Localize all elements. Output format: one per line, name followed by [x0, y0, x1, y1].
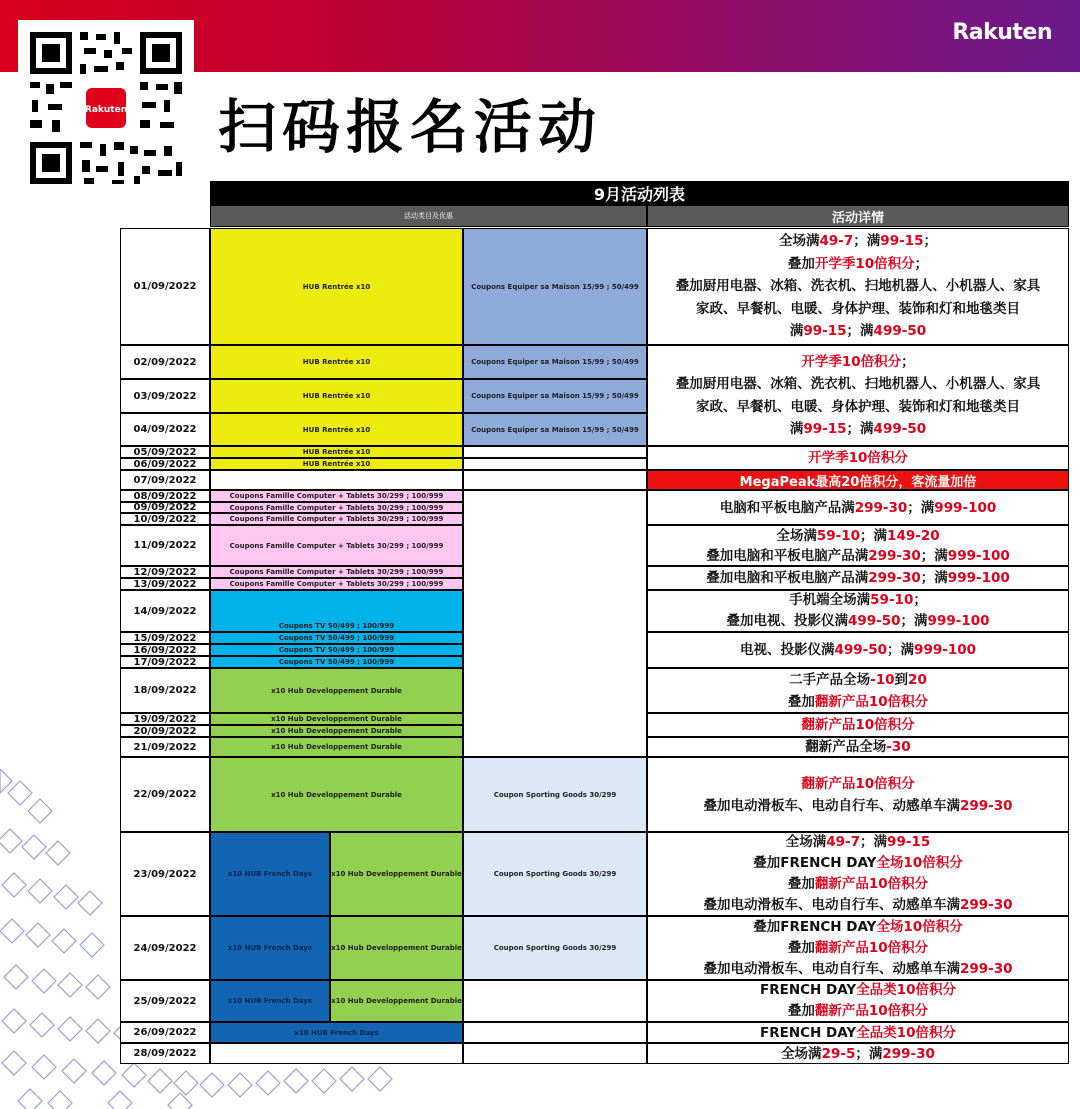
- coupon-maison: Coupons Equiper sa Maison 15/99 ; 50/499: [463, 345, 647, 379]
- empty-cell: [463, 1022, 647, 1043]
- coupon-sporting-goods: Coupon Sporting Goods 30/299: [463, 832, 647, 916]
- activity-hub-durable: x10 Hub Developpement Durable: [210, 757, 463, 832]
- activity-hub-durable: x10 Hub Developpement Durable: [330, 916, 463, 980]
- activity-hub-french-days: x10 HUB French Days: [210, 980, 330, 1022]
- date-cell: 21/09/2022: [120, 737, 210, 757]
- date-cell: 17/09/2022: [120, 656, 210, 668]
- empty-cell: [210, 470, 463, 490]
- detail-cell: 全场满29-5；满299-30: [647, 1043, 1069, 1064]
- date-cell: 19/09/2022: [120, 713, 210, 725]
- activity-hub-rentree: HUB Rentrée x10: [210, 345, 463, 379]
- date-cell: 01/09/2022: [120, 228, 210, 345]
- date-cell: 23/09/2022: [120, 832, 210, 916]
- empty-cell: [463, 1043, 647, 1064]
- activity-hub-french-days: x10 HUB French Days: [210, 916, 330, 980]
- empty-cell: [463, 458, 647, 470]
- detail-cell: 电视、投影仪满499-50；满999-100: [647, 632, 1069, 668]
- activity-hub-durable: x10 Hub Developpement Durable: [330, 832, 463, 916]
- empty-cell: [210, 1043, 463, 1064]
- activity-hub-rentree: HUB Rentrée x10: [210, 458, 463, 470]
- empty-cell: [463, 470, 647, 490]
- detail-cell: 手机端全场满59-10； 叠加电视、投影仪满499-50；满999-100: [647, 590, 1069, 632]
- coupon-maison: Coupons Equiper sa Maison 15/99 ; 50/499: [463, 228, 647, 345]
- date-cell: 20/09/2022: [120, 725, 210, 737]
- activity-hub-durable: x10 Hub Developpement Durable: [210, 725, 463, 737]
- detail-cell: 叠加FRENCH DAY全场10倍积分 叠加翻新产品10倍积分 叠加电动滑板车、电动自行车、动感单车满299-30: [647, 916, 1069, 980]
- activity-hub-french-days: x10 HUB French Days: [210, 1022, 463, 1043]
- table-title: 9月活动列表: [210, 181, 1069, 205]
- activity-hub-durable: x10 Hub Developpement Durable: [210, 668, 463, 713]
- date-cell: 28/09/2022: [120, 1043, 210, 1064]
- activity-coupon-famille: Coupons Famille Computer + Tablets 30/299 ; 100/999: [210, 502, 463, 513]
- detail-cell: 叠加电脑和平板电脑产品满299-30；满999-100: [647, 566, 1069, 590]
- detail-cell: 全场满59-10；满149-20 叠加电脑和平板电脑产品满299-30；满999-100: [647, 525, 1069, 566]
- detail-megapeak: MegaPeak最高20倍积分，客流量加倍: [647, 470, 1069, 490]
- date-cell: 18/09/2022: [120, 668, 210, 713]
- detail-cell: 翻新产品10倍积分 叠加电动滑板车、电动自行车、动感单车满299-30: [647, 757, 1069, 832]
- date-cell: 06/09/2022: [120, 458, 210, 470]
- detail-cell: 全场满49-7；满99-15 叠加FRENCH DAY全场10倍积分 叠加翻新产品10倍积分 叠加电动滑板车、电动自行车、动感单车满299-30: [647, 832, 1069, 916]
- date-cell: 13/09/2022: [120, 578, 210, 590]
- coupon-sporting-goods: Coupon Sporting Goods 30/299: [463, 757, 647, 832]
- activity-coupon-famille: Coupons Famille Computer + Tablets 30/299 ; 100/999: [210, 513, 463, 525]
- date-cell: 15/09/2022: [120, 632, 210, 644]
- activity-hub-rentree: HUB Rentrée x10: [210, 413, 463, 446]
- activity-coupon-famille: Coupons Famille Computer + Tablets 30/299 ; 100/999: [210, 566, 463, 578]
- activity-hub-rentree: HUB Rentrée x10: [210, 379, 463, 413]
- activity-hub-durable: x10 Hub Developpement Durable: [330, 980, 463, 1022]
- detail-cell: 翻新产品10倍积分: [647, 713, 1069, 737]
- date-cell: 02/09/2022: [120, 345, 210, 379]
- page-title: 扫码报名活动: [218, 93, 603, 161]
- date-cell: 12/09/2022: [120, 566, 210, 578]
- activity-hub-durable: x10 Hub Developpement Durable: [210, 713, 463, 725]
- detail-cell: 开学季10倍积分； 叠加厨用电器、冰箱、洗衣机、扫地机器人、小机器人、家具 家政、早餐机、电暖、身体护理、装饰和灯和地毯类目 满99-15；满499-50: [647, 345, 1069, 446]
- activity-hub-french-days: x10 HUB French Days: [210, 832, 330, 916]
- coupon-maison: Coupons Equiper sa Maison 15/99 ; 50/499: [463, 413, 647, 446]
- activity-coupon-tv: Coupons TV 50/499 ; 100/999: [210, 632, 463, 644]
- date-cell: 24/09/2022: [120, 916, 210, 980]
- coupon-sporting-goods: Coupon Sporting Goods 30/299: [463, 916, 647, 980]
- detail-cell: 全场满49-7；满99-15； 叠加开学季10倍积分； 叠加厨用电器、冰箱、洗衣机、扫地机器人、小机器人、家具 家政、早餐机、电暖、身体护理、装饰和灯和地毯类目 满99-15；满499-50: [647, 228, 1069, 345]
- date-cell: 26/09/2022: [120, 1022, 210, 1043]
- activity-coupon-famille: Coupons Famille Computer + Tablets 30/299 ; 100/999: [210, 490, 463, 502]
- detail-cell: 电脑和平板电脑产品满299-30；满999-100: [647, 490, 1069, 525]
- date-cell: 10/09/2022: [120, 513, 210, 525]
- activity-coupon-tv: Coupons TV 50/499 ; 100/999: [210, 656, 463, 668]
- activity-coupon-tv: Coupons TV 50/499 ; 100/999: [210, 590, 463, 632]
- date-cell: 11/09/2022: [120, 525, 210, 566]
- activity-coupon-famille: Coupons Famille Computer + Tablets 30/299 ; 100/999: [210, 525, 463, 566]
- activity-coupon-tv: Coupons TV 50/499 ; 100/999: [210, 644, 463, 656]
- detail-cell: 二手产品全场-10到20 叠加翻新产品10倍积分: [647, 668, 1069, 713]
- col-detail-header: 活动详情: [647, 205, 1069, 227]
- detail-cell: FRENCH DAY全品类10倍积分: [647, 1022, 1069, 1043]
- empty-cell: [463, 980, 647, 1022]
- rakuten-logo: Rakuten: [952, 20, 1052, 45]
- activity-hub-rentree: HUB Rentrée x10: [210, 446, 463, 458]
- empty-cell: [463, 490, 647, 757]
- date-cell: 04/09/2022: [120, 413, 210, 446]
- date-cell: 22/09/2022: [120, 757, 210, 832]
- date-cell: 09/09/2022: [120, 502, 210, 513]
- col-type-header: 活动类目及优惠: [210, 205, 647, 227]
- activity-coupon-famille: Coupons Famille Computer + Tablets 30/299 ; 100/999: [210, 578, 463, 590]
- activity-hub-rentree: HUB Rentrée x10: [210, 228, 463, 345]
- date-cell: 25/09/2022: [120, 980, 210, 1022]
- date-cell: 14/09/2022: [120, 590, 210, 632]
- qr-logo-text: Rakuten: [84, 105, 128, 115]
- detail-cell: FRENCH DAY全品类10倍积分 叠加翻新产品10倍积分: [647, 980, 1069, 1022]
- date-cell: 03/09/2022: [120, 379, 210, 413]
- detail-cell: 翻新产品全场-30: [647, 737, 1069, 757]
- activity-hub-durable: x10 Hub Developpement Durable: [210, 737, 463, 757]
- empty-cell: [463, 446, 647, 458]
- date-cell: 16/09/2022: [120, 644, 210, 656]
- date-cell: 07/09/2022: [120, 470, 210, 490]
- date-cell: 05/09/2022: [120, 446, 210, 458]
- date-cell: 08/09/2022: [120, 490, 210, 502]
- coupon-maison: Coupons Equiper sa Maison 15/99 ; 50/499: [463, 379, 647, 413]
- detail-cell: 开学季10倍积分: [647, 446, 1069, 470]
